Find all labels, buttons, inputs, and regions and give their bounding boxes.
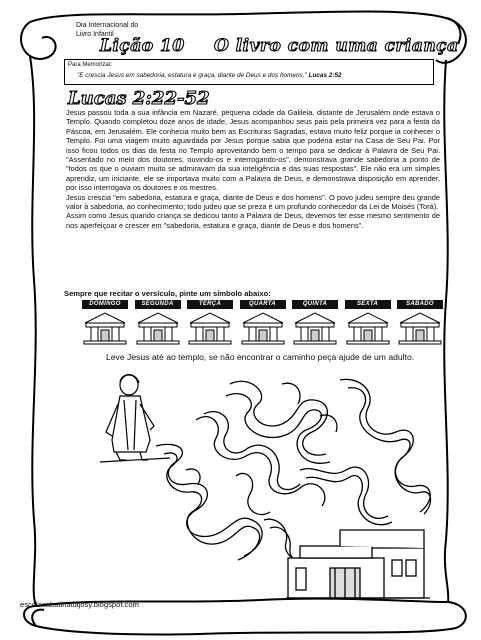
- memory-verse-text: "E crescia Jesus em sabedoria, estatura e graça, diante de Deus e dos homens.": [77, 72, 307, 79]
- story-paragraph: Jesus passou toda a sua infância em Nazaré, pequena cidade da Galileia, distante de Jerusalém onde estava o Templo. Quando completou doze anos de idade, Jesus acompanhou seus pais pela primeira vez para a festa da Páscoa, em Jerusalém. Ele conhecia muito bem as Escrituras Sagradas, estava muito feliz porque ia conhecer o Templo. Foi uma viagem muito aguardada por Jesus porque sabia que poderia estar na Casa de Seu Pai. Por isso ficou todos os dias da festa no Templo aproveitando bem o tempo para se dedicar à Palavra de Seu Pai. "Assentado no meio dos doutores, ouvindo-os e interrogando-os", demonstrava grande sabedoria a ponto de "todos os que o ouviam muito se admiravam da sua inteligência e das suas respostas". Ele não era um simples aprendiz, um iniciante, ele se importava muito com a Palavra de Deus, e demonstrava disposição em aprender, por isso interrogava os doutores e os mestres.: [66, 108, 440, 193]
- day-label: SEXTA: [345, 300, 391, 309]
- verse-prompt: Sempre que recitar o versículo, pinte um símbolo abaixo:: [64, 289, 271, 298]
- day-label: SÁBADO: [397, 300, 443, 309]
- reading-reference: Lucas 2:22-52: [68, 88, 210, 109]
- blog-footer: escolasabatinatiajosy.blogspot.com: [20, 600, 139, 609]
- day-label: DOMINGO: [82, 300, 128, 309]
- day-label: QUARTA: [240, 300, 286, 309]
- lesson-number: Lição 10: [100, 36, 185, 56]
- memory-verse-reference: Lucas 2:52: [308, 72, 342, 79]
- day-label: SEGUNDA: [135, 300, 181, 309]
- maze-instruction: Leve Jesus até ao templo, se não encontrar o caminho peça ajude de um adulto.: [106, 352, 415, 362]
- event-title-line1: Dia Internacional do: [76, 22, 139, 29]
- day-label: TERÇA: [187, 300, 233, 309]
- story-paragraph: Assim como Jesus quando criança se dedicou tanto a Palavra de Deus, devemos ter esse mesmo sentimento de nos aperfeiçoar e crescer em "sabedoria, estatura e graça, diante de Deus e dos homens".: [66, 211, 440, 230]
- temple-building-icon: [286, 530, 430, 598]
- day-label: QUINTA: [292, 300, 338, 309]
- story-paragraph: Jesus crescia "em sabedoria, estatura e graça, diante de Deus e dos homens". O povo judeu sempre deu grande valor à sabedoria, ao conhecimento; todo judeu que se preza é um profundo conhecedor da Lei de Moisés (Torá).: [66, 192, 440, 212]
- event-title-line2: Livro Infantil: [76, 31, 114, 38]
- jesus-figure-icon: [100, 375, 170, 462]
- memory-label: Para Memorizar:: [68, 62, 113, 68]
- lesson-title: O livro com uma criança: [214, 36, 459, 56]
